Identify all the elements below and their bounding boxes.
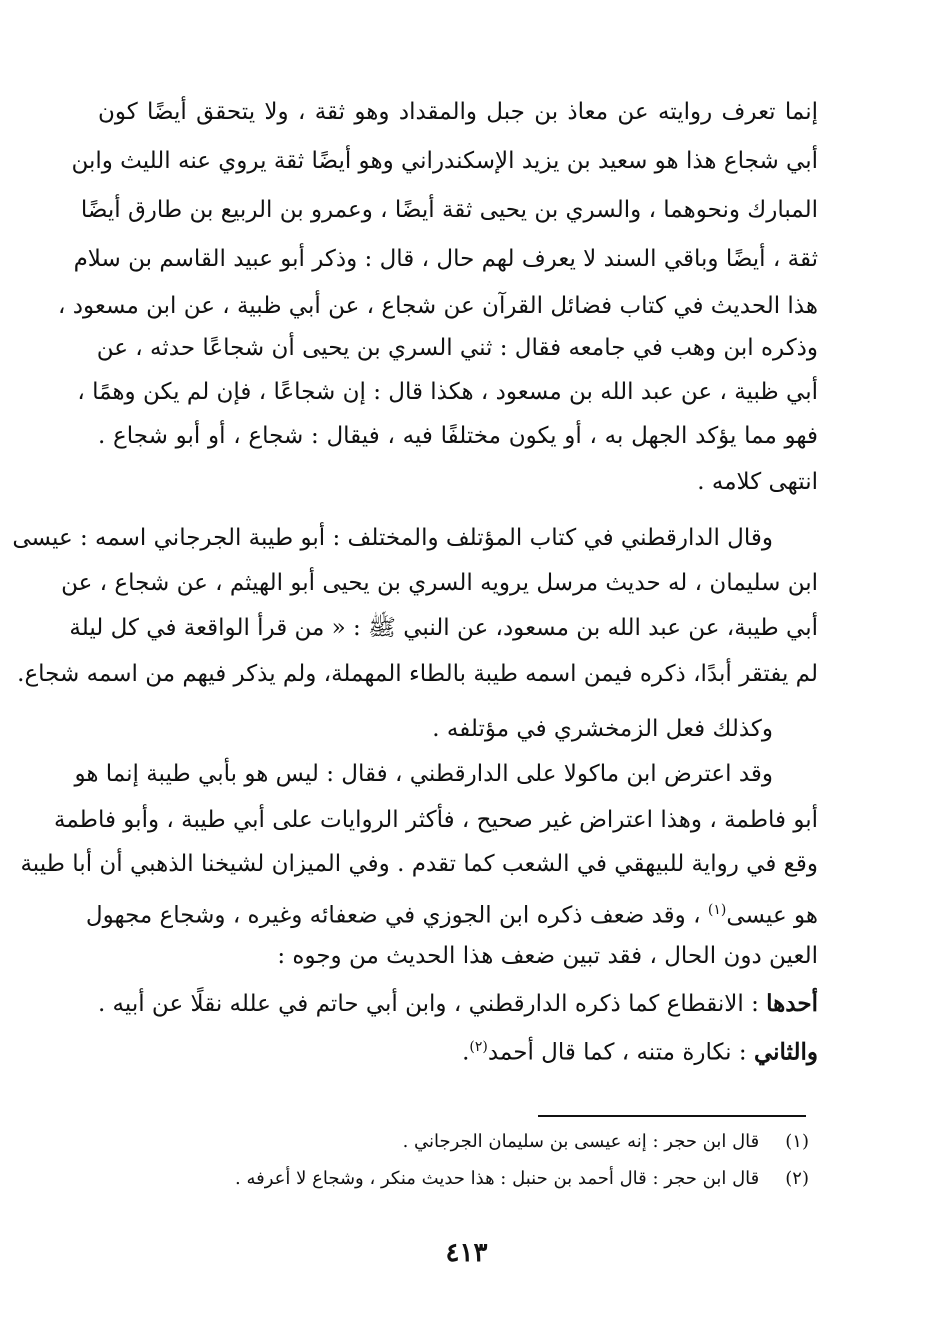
paragraph-3: وكذلك فعل الزمخشري في مؤتلفه . [432, 716, 773, 742]
text-fragment: ، وقد ضعف ذكره ابن الجوزي في ضعفائه وغيره ، وشجاع مجهول [85, 902, 701, 929]
text-line: انتهى كلامه . [697, 469, 818, 495]
item-end: . [462, 1039, 470, 1066]
footnote-1 [109, 1126, 809, 1158]
text-line: إنما تعرف روايته عن معاذ بن جبل والمقداد وهو ثقة ، ولا يتحقق أيضًا كون [98, 99, 818, 125]
text-line-with-footnote [85, 886, 818, 934]
item-text: : الانقطاع كما ذكره الدارقطني ، وابن أبي حاتم في علله نقلًا عن أبيه . [97, 991, 759, 1017]
text-line: لم يفتقر أبدًا، ذكره فيمن اسمه طيبة بالطاء المهملة، ولم يذكر فيهم من اسمه شجاع. [17, 661, 818, 687]
text-line: هذا الحديث في كتاب فضائل القرآن عن شجاع ، عن أبي ظبية ، عن ابن مسعود ، [57, 293, 818, 319]
footnote-number: (١) [785, 1131, 809, 1152]
text-line: ثقة ، أيضًا وباقي السند لا يعرف لهم حال ، قال : وذكر أبو عبيد القاسم بن سلام [73, 246, 818, 272]
text-line: فهو مما يؤكد الجهل به ، أو يكون مختلفًا فيه ، فيقال : شجاع ، أو أبو شجاع . [98, 423, 818, 449]
item-label: والثاني [753, 1038, 818, 1066]
text-line: العين دون الحال ، فقد تبين ضعف هذا الحديث من وجوه : [277, 943, 818, 969]
footnote-separator [538, 1115, 806, 1117]
text-line: أبي ظبية ، عن عبد الله بن مسعود ، هكذا قال : إن شجاعًا ، فإن لم يكن وهمًا ، [77, 379, 818, 405]
footnote-number: (٢) [785, 1168, 809, 1189]
text-line: وقد اعترض ابن ماكولا على الدارقطني ، فقال : ليس هو بأبي طيبة إنما هو [74, 761, 773, 787]
text-line: ابن سليمان ، له حديث مرسل يرويه السري بن يحيى أبو الهيثم ، عن شجاع ، عن [61, 570, 818, 596]
text-line: المبارك ونحوهما ، والسري بن يحيى ثقة أيضًا ، وعمرو بن الربيع بن طارق أيضًا [80, 197, 818, 223]
text-line: وقع في رواية للبيهقي في الشعب كما تقدم . وفي الميزان لشيخنا الذهبي أن أبا طيبة [20, 851, 818, 877]
footnote-ref-2: (٢) [469, 1039, 488, 1055]
text-line: أبي شجاع هذا هو سعيد بن يزيد الإسكندراني وهو أيضًا ثقة يروي عنه الليث وابن [71, 148, 818, 174]
footnote-text: قال ابن حجر : قال أحمد بن حنبل : هذا حديث منكر ، وشجاع لا أعرفه . [235, 1168, 760, 1189]
text-line: وذكره ابن وهب في جامعه فقال : ثني السري بن يحيى أن شجاعًا حدثه ، عن [96, 335, 818, 361]
item-label: أحدها [766, 990, 818, 1017]
item-text: : نكارة متنه ، كما قال أحمد [487, 1039, 747, 1066]
footnote-ref-1: (١) [707, 902, 727, 918]
text-fragment: هو عيسى [726, 902, 818, 929]
footnote-2 [109, 1163, 809, 1195]
text-line: أبو فاطمة ، وهذا اعتراض غير صحيح ، فأكثر الروايات على أبي طيبة ، وأبو فاطمة [54, 807, 818, 833]
text-line: وقال الدارقطني في كتاب المؤتلف والمختلف : أبو طيبة الجرجاني اسمه : عيسى [12, 525, 773, 551]
text-line: أبي طيبة، عن عبد الله بن مسعود، عن النبي ﷺ : « من قرأ الواقعة في كل ليلة [69, 615, 818, 641]
item-second [98, 1023, 818, 1071]
item-first [98, 980, 818, 1028]
footnote-text: قال ابن حجر : إنه عيسى بن سليمان الجرجاني . [402, 1131, 760, 1152]
page-number: ٤١٣ [445, 1238, 488, 1268]
